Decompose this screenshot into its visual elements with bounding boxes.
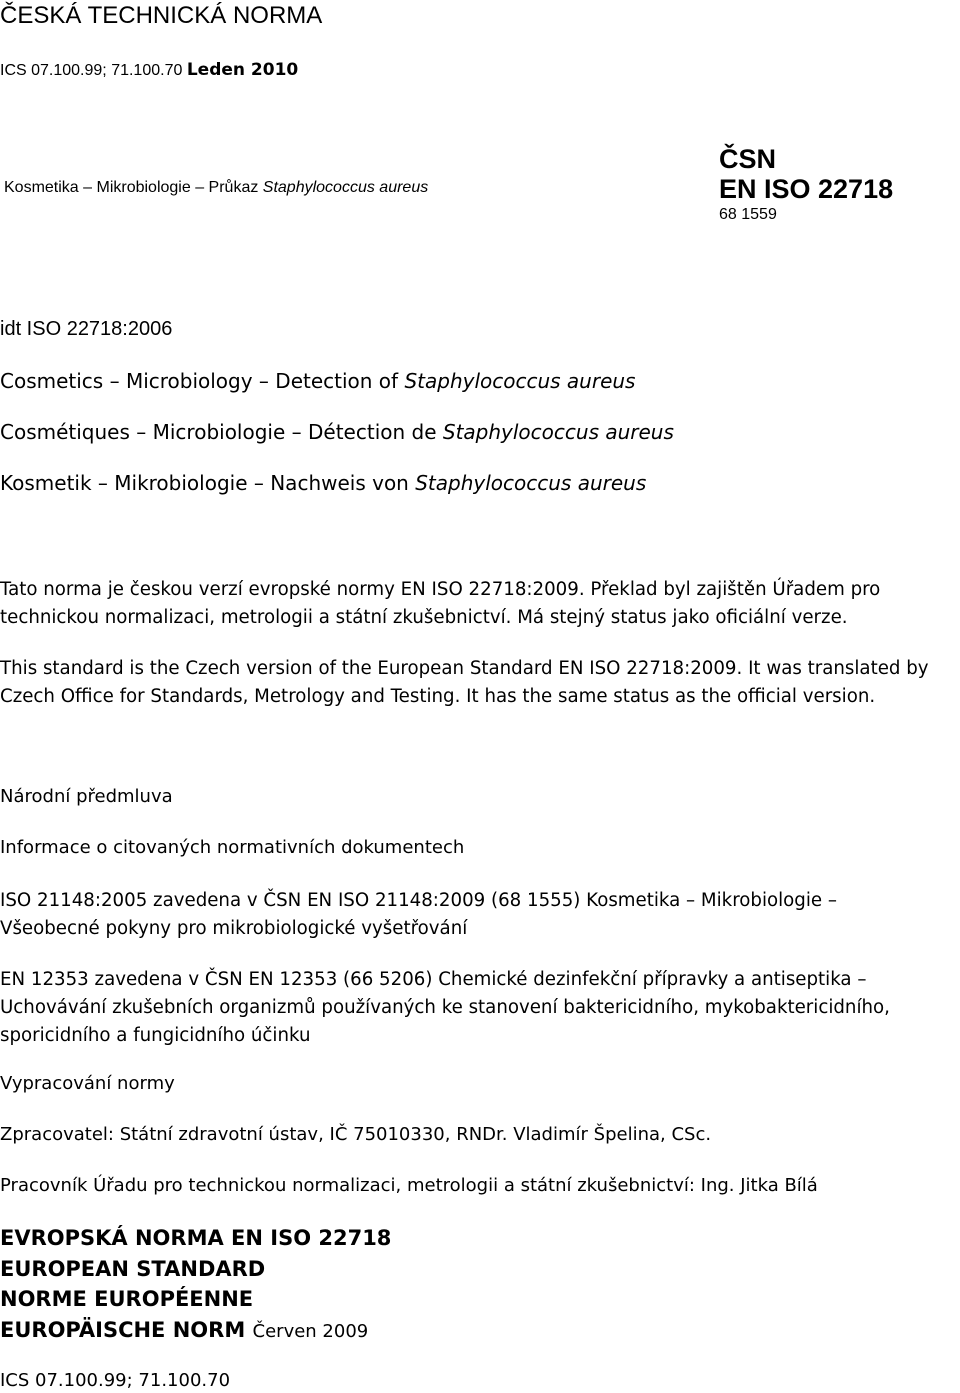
title-german: [0, 471, 646, 495]
standard-designation: EN ISO 22718: [719, 174, 894, 204]
cited-document-en-12353: [0, 966, 960, 1050]
european-standard-title-en: EUROPEAN STANDARD: [0, 1257, 266, 1281]
reference-line: Uchovávání zkušebních organizmů používaných ke stanovení baktericidního, mykobaktericidního,: [0, 997, 890, 1018]
statement-line: Tato norma je českou verzí evropské normy EN ISO 22718:2009. Překlad byl zajištěn Úřadem pro: [0, 579, 881, 600]
reference-line: ISO 21148:2005 zavedena v ČSN EN ISO 21148:2009 (68 1555) Kosmetika – Mikrobiologie –: [0, 890, 837, 911]
czech-subject-title: [4, 179, 428, 197]
czech-subject-organism: Staphylococcus aureus: [262, 179, 429, 196]
classification-code: 68 1559: [719, 206, 777, 223]
european-standard-date: Červen 2009: [252, 1321, 369, 1342]
european-ics-code: ICS 07.100.99; 71.100.70: [0, 1370, 231, 1391]
european-standard-title-fr: NORME EUROPÉENNE: [0, 1287, 254, 1311]
czech-subject-prefix: Kosmetika – Mikrobiologie – Průkaz: [4, 179, 263, 196]
office-officer: Pracovník Úřadu pro technickou normalizaci, metrologii a státní zkušebnictví: Ing. Jitka Bílá: [0, 1175, 818, 1196]
title-german-organism: Staphylococcus aureus: [415, 471, 647, 495]
czech-version-statement: [0, 576, 960, 632]
european-standard-title-cz: EVROPSKÁ NORMA EN ISO 22718: [0, 1226, 392, 1250]
title-english: [0, 369, 635, 393]
issue-date: Leden 2010: [186, 60, 299, 80]
reference-line: EN 12353 zavedena v ČSN EN 12353 (66 5206) Chemické dezinfekční přípravky a antiseptika –: [0, 969, 867, 990]
ics-line: [0, 60, 298, 80]
document-title: ČESKÁ TECHNICKÁ NORMA: [0, 2, 323, 29]
national-foreword-heading: Národní předmluva: [0, 786, 173, 807]
ics-code: ICS 07.100.99; 71.100.70: [0, 62, 183, 79]
english-version-statement: [0, 655, 960, 711]
statement-line: Czech Office for Standards, Metrology and Testing. It has the same status as the official version.: [0, 686, 876, 707]
title-english-organism: Staphylococcus aureus: [404, 369, 636, 393]
preparation-heading: Vypracování normy: [0, 1073, 175, 1094]
title-english-prefix: Cosmetics – Microbiology – Detection of: [0, 369, 405, 393]
title-french-prefix: Cosmétiques – Microbiologie – Détection de: [0, 420, 443, 444]
european-standard-title-de: [0, 1318, 368, 1342]
csn-label: ČSN: [719, 144, 777, 174]
title-french-organism: Staphylococcus aureus: [442, 420, 674, 444]
prepared-by: Zpracovatel: Státní zdravotní ústav, IČ 75010330, RNDr. Vladimír Špelina, CSc.: [0, 1124, 712, 1145]
reference-line: sporicidního a fungicidního účinku: [0, 1025, 311, 1046]
identity-reference: idt ISO 22718:2006: [0, 318, 173, 340]
european-standard-de-label: EUROPÄISCHE NORM: [0, 1318, 246, 1342]
title-german-prefix: Kosmetik – Mikrobiologie – Nachweis von: [0, 471, 416, 495]
cited-documents-heading: Informace o citovaných normativních dokumentech: [0, 837, 465, 858]
reference-line: Všeobecné pokyny pro mikrobiologické vyšetřování: [0, 918, 468, 939]
title-french: [0, 420, 674, 444]
cited-document-iso-21148: [0, 887, 960, 943]
statement-line: This standard is the Czech version of the European Standard EN ISO 22718:2009. It was translated by: [0, 658, 929, 679]
statement-line: technickou normalizaci, metrologii a státní zkušebnictví. Má stejný status jako oficiální verze.: [0, 607, 848, 628]
